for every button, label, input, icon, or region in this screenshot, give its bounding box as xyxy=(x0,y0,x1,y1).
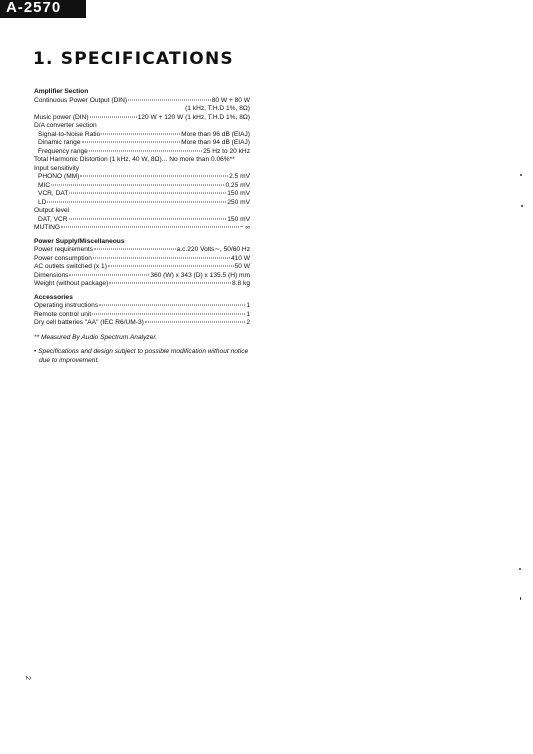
spec-row-remote-control xyxy=(34,311,250,320)
spec-value: 120 W + 120 W (1 kHz, T.H.D 1%, 8Ω) xyxy=(137,113,250,121)
spec-label: Frequency range xyxy=(38,147,88,155)
spec-label: AC outlets switched (x 1) xyxy=(34,263,107,270)
dot-leader xyxy=(47,200,226,202)
spec-row-weight xyxy=(34,280,250,289)
spec-label: MIC xyxy=(38,181,51,189)
power-section-heading: Power Supply/Miscellaneous xyxy=(34,237,125,245)
specifications-list xyxy=(34,88,250,365)
dot-leader xyxy=(99,304,245,306)
spec-row-music-power xyxy=(34,114,250,123)
spec-value: More than 94 dB (EIAJ) xyxy=(181,139,250,146)
spec-label: DAT, VCR xyxy=(38,215,68,223)
spec-value: 25 Hz to 20 kHz xyxy=(203,147,250,155)
spec-value: − ∞ xyxy=(239,224,250,231)
spec-label: Dinamic range xyxy=(38,139,81,146)
dot-leader xyxy=(69,192,226,194)
scan-speck xyxy=(519,568,521,570)
dot-leader xyxy=(101,132,180,134)
dot-leader xyxy=(92,312,245,314)
spec-row-frequency-range xyxy=(34,148,250,157)
spec-label: Music power (DIN) xyxy=(34,113,89,121)
dot-leader xyxy=(51,183,224,185)
spec-label: Operating instructions xyxy=(34,302,99,309)
spec-value: 8.8 kg xyxy=(232,280,250,287)
spec-row-thd xyxy=(34,156,250,165)
dot-leader xyxy=(128,98,211,100)
spec-value: 150 mV xyxy=(227,215,250,223)
spec-value: 360 (W) x 343 (D) x 135.5 (H) mm xyxy=(150,271,250,279)
page-number: 2 xyxy=(24,676,31,680)
spec-label: PHONO (MM) xyxy=(38,173,80,180)
spec-value: 1 xyxy=(246,302,250,309)
spec-label: Weight (without package) xyxy=(34,280,109,287)
dot-leader xyxy=(82,141,181,143)
spec-label: Total Harmonic Distortion (1 kHz, 40 W, 8Ω)... xyxy=(34,156,168,163)
amplifier-section-heading: Amplifier Section xyxy=(34,88,89,95)
spec-value: More than 96 dB (EIAJ) xyxy=(181,130,250,138)
spec-row-dimensions xyxy=(34,272,250,281)
dot-leader xyxy=(89,149,202,151)
spec-label: MUTING xyxy=(34,224,61,231)
spec-row-phono xyxy=(34,173,250,182)
spec-label: Remote control unit xyxy=(34,310,92,318)
accessories-heading: Accessories xyxy=(34,293,73,301)
dot-leader xyxy=(90,115,137,117)
model-number: A-2570 xyxy=(6,0,62,16)
spec-label: Dimensions xyxy=(34,271,69,279)
spec-row-snr xyxy=(34,131,250,140)
modification-note: • Specifications and design subject to possible modification without notice due to improvement. xyxy=(34,348,249,364)
spec-row-power-consumption xyxy=(34,255,250,264)
spec-label: Continuous Power Output (DIN) xyxy=(34,96,128,104)
spec-value: No more than 0.06%** xyxy=(169,156,235,163)
spec-label: Dry cell batteries "AA" (IEC R6/UM-3) xyxy=(34,319,144,326)
dot-leader xyxy=(80,175,228,177)
dot-leader xyxy=(61,226,239,228)
spec-value: 2.5 mV xyxy=(229,173,250,180)
spec-value: 80 W + 80 W xyxy=(211,96,250,104)
dot-leader xyxy=(145,321,245,323)
spec-label: VCR, DAT xyxy=(38,190,69,197)
spec-row-dynamic-range xyxy=(34,139,250,148)
spec-label: Signal-to-Noise Ratio xyxy=(38,130,101,138)
dot-leader xyxy=(69,273,149,275)
spec-value: 250 mV xyxy=(227,198,250,206)
spec-row-continuous-power xyxy=(34,97,250,106)
spec-value: 150 mV xyxy=(227,190,250,197)
spec-row-power-requirements xyxy=(34,246,250,255)
spec-value: 0.25 mV xyxy=(225,181,250,189)
spec-value: 410 W xyxy=(230,254,250,262)
scan-speck xyxy=(521,205,523,207)
spec-row-vcr-dat xyxy=(34,190,250,199)
spec-label: LD xyxy=(38,198,47,206)
spec-value: 50 W xyxy=(234,263,250,270)
dot-leader xyxy=(93,256,230,258)
spec-value: a.c.220 Volts∼, 50/60 Hz xyxy=(176,246,250,253)
measured-footnote: ** Measured By Audio Spectrum Analyzer. xyxy=(34,333,158,341)
spec-row-mic xyxy=(34,182,250,191)
dot-leader xyxy=(94,248,176,250)
output-level-heading: Output level xyxy=(34,207,70,214)
spec-continuous-note: (1 kHz, T.H.D 1%, 8Ω) xyxy=(185,105,250,112)
spec-row-muting xyxy=(34,224,250,233)
page-title: 1. SPECIFICATIONS xyxy=(33,49,234,69)
spec-row-operating-instructions xyxy=(34,302,250,311)
da-converter-heading: D/A converter section xyxy=(34,122,97,129)
spec-row-batteries xyxy=(34,319,250,328)
spec-row-dat-vcr-output xyxy=(34,216,250,225)
input-sensitivity-heading: Input sensitivity xyxy=(34,164,80,172)
model-number-tab xyxy=(0,0,86,18)
spec-label: Power consumption xyxy=(34,254,92,262)
dot-leader xyxy=(109,282,231,284)
scan-speck xyxy=(520,174,522,176)
spec-label: Power requirements xyxy=(34,246,94,253)
dot-leader xyxy=(69,217,227,219)
spec-value: 2 xyxy=(246,319,250,326)
spec-value: 1 xyxy=(246,310,250,318)
scan-speck xyxy=(520,597,521,600)
spec-row-ld xyxy=(34,199,250,208)
dot-leader xyxy=(108,265,234,267)
spec-row-ac-outlets xyxy=(34,263,250,272)
